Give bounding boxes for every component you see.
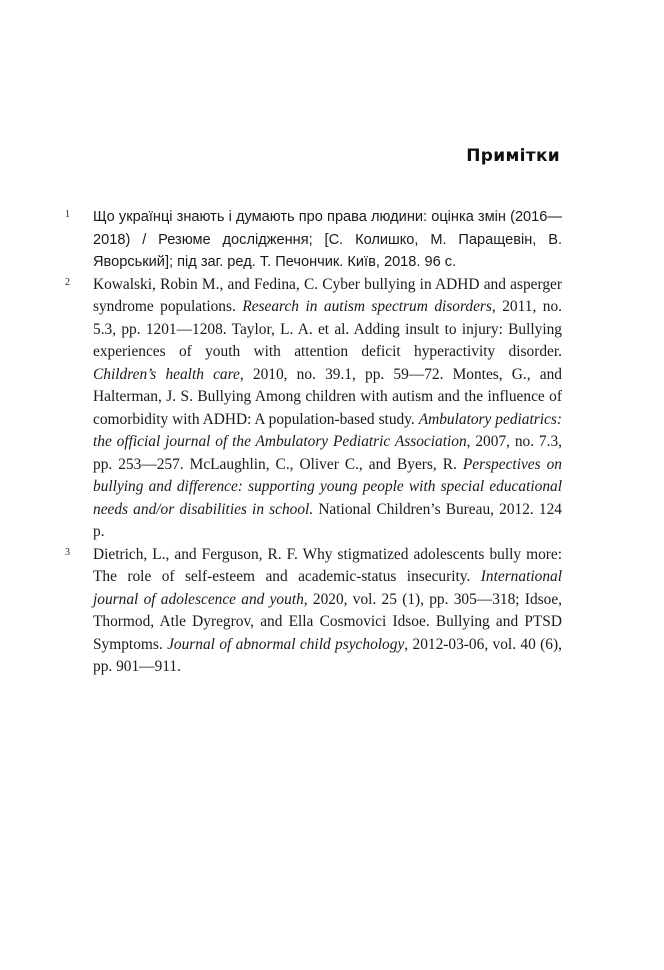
citation-title: Research in autism spectrum disorders — [242, 298, 492, 315]
endnote-text — [93, 274, 562, 544]
citation-title: International journal of adolescence and youth — [93, 568, 562, 608]
citation-text: , 2010, no. 39.1, pp. 59—72. Montes, G., and Halterman, J. S. Bullying Among children with autism and the influence of comorbidity with ADHD: A population-based study. — [93, 365, 562, 428]
endnote-1 — [62, 206, 562, 274]
endnote-number: 3 — [65, 546, 70, 558]
section-heading: Примітки — [466, 146, 560, 166]
citation-title: Ambulatory pediatrics: the official journal of the Ambulatory Pediatric Association — [93, 410, 562, 450]
citation-text: , 2011, no. 5.3, pp. 1201—1208. Taylor, L. A. et al. Adding insult to injury: Bullying experiences of youth with attention deficit hyperactivity disorder. — [93, 298, 563, 360]
citation-text: Що українці знають і думають про права людини: оцінка змін (2016—2018) / Резюме дослідження; [С. Колишко, М. Паращевін, В. Яворський]; під заг. ред. Т. Печончик. Київ, 2018. 96 с. — [93, 209, 562, 270]
citation-text: Kowalski, Robin M., and Fedina, C. Cyber bullying in ADHD and asperger syndrome populations. — [93, 275, 562, 315]
citation-title: Perspectives on bullying and difference: supporting young people with special educational needs and/or disabilities in school. — [93, 455, 562, 518]
citation-text: National Children’s Bureau, 2012. 124 p. — [93, 500, 562, 540]
citation-text: Dietrich, L., and Ferguson, R. F. Why stigmatized adolescents bully more: The role of self-esteem and academic-status insecurity. — [93, 545, 562, 585]
citation-title: Journal of abnormal child psychology — [167, 635, 405, 653]
citation-title: Children’s health care — [93, 365, 240, 383]
endnote-number: 1 — [65, 209, 70, 220]
citation-text: , 2012-03-06, vol. 40 (6), pp. 901—911. — [93, 635, 562, 675]
endnotes-list — [62, 206, 562, 679]
endnote-2 — [62, 274, 562, 544]
endnote-text — [93, 544, 562, 679]
endnote-number: 2 — [65, 276, 70, 288]
endnote-text — [93, 206, 562, 274]
citation-text: , 2020, vol. 25 (1), pp. 305—318; Idsoe, Thormod, Atle Dyregrov, and Ella Cosmovici Idsoe. Bullying and PTSD Symptoms. — [93, 590, 562, 653]
citation-text: , 2007, no. 7.3, pp. 253—257. McLaughlin, C., Oliver C., and Byers, R. — [93, 433, 563, 473]
endnote-3 — [62, 544, 562, 679]
